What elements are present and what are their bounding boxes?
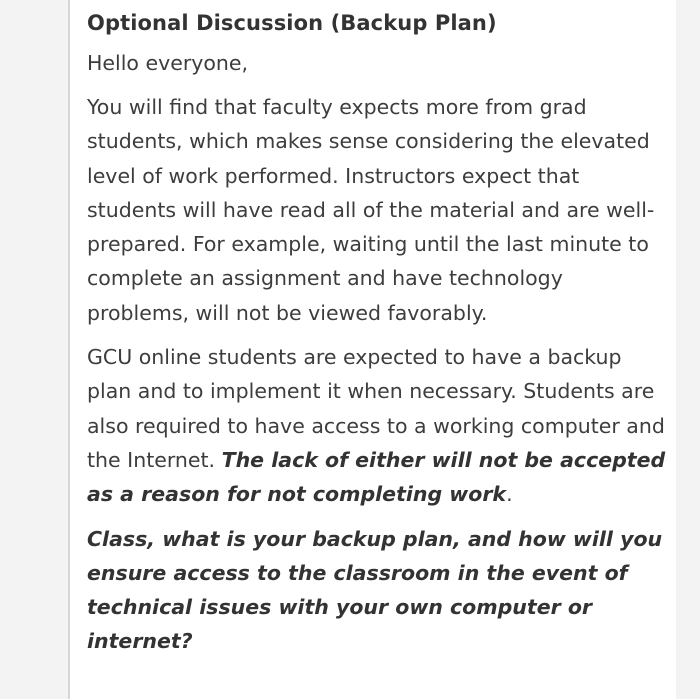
discussion-post (87, 6, 667, 659)
paragraph-period: . (506, 482, 513, 507)
post-paragraph-expectations: You will find that faculty expects more from grad students, which makes sense considering the elevated level of work performed. Instructors expect that students will have read all of the material and are well-prepared. For example, waiting until the last minute to complete an assignment and have technology problems, will not be viewed favorably. (87, 95, 655, 325)
post-paragraph-backup-plan (87, 340, 667, 511)
emphasized-warning: The lack of either will not be accepted as a reason for not completing work (87, 447, 666, 507)
discussion-question: Class, what is your backup plan, and how will you ensure access to the classroom in the event of technical issues with your own computer or internet? (87, 526, 663, 654)
paragraph-text: GCU online students are expected to have a backup plan and to implement it when necessary. Students are also required to have access to a working computer and the Internet. (87, 345, 665, 472)
post-title: Optional Discussion (Backup Plan) (87, 11, 497, 35)
post-greeting: Hello everyone, (87, 51, 249, 75)
